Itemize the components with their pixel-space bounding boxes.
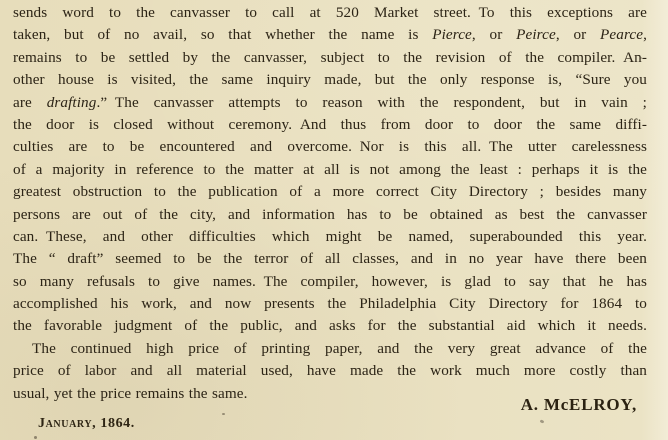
text-line: accomplished his work, and now presents the Philadelphia City Directory for 1864 to — [13, 295, 647, 313]
text-line: the favorable judgment of the public, and asks for the substantial aid which it needs. — [13, 317, 647, 335]
dateline: January, 1864. — [38, 416, 135, 431]
text-line: culties are to be encountered and overcome. Nor is this all. The utter carelessness — [13, 138, 647, 156]
text-line: price of labor and all material used, have made the work much more costly than — [13, 362, 647, 380]
text-line: other house is visited, the same inquiry made, but the only response is, “Sure you — [13, 71, 647, 89]
ink-speck — [34, 436, 37, 439]
ink-speck — [540, 419, 545, 424]
ink-speck — [222, 413, 225, 415]
text-line: taken, but of no avail, so that whether the name is Pierce, or Peirce, or Pearce, — [13, 26, 647, 44]
text-line: usual, yet the price remains the same. — [13, 384, 248, 402]
text-line: are drafting.” The canvasser attempts to reason with the respondent, but in vain ; — [13, 93, 647, 111]
text-line: greatest obstruction to the publication of a more correct City Directory ; besides many — [13, 183, 647, 201]
signature: A. McELROY, — [520, 395, 637, 414]
text-line: The continued high price of printing paper, and the very great advance of the — [32, 339, 647, 357]
text-line: The “ draft” seemed to be the terror of all classes, and in no year have there been — [13, 250, 647, 268]
text-line: of a majority in reference to the matter at all is not among the least : perhaps it is the — [13, 160, 647, 178]
text-line: sends word to the canvasser to call at 520 Market street. To this exceptions are — [13, 4, 647, 21]
text-line: remains to be settled by the canvasser, subject to the revision of the compiler. An- — [13, 48, 647, 66]
body-text — [13, 2, 647, 405]
text-line: so many refusals to give names. The compiler, however, is glad to say that he has — [13, 272, 647, 290]
text-line: persons are out of the city, and information has to be obtained as best the canvasser — [13, 205, 647, 223]
text-line: the door is closed without ceremony. And thus from door to door the same diffi- — [13, 115, 647, 133]
ink-speck — [640, 57, 642, 59]
text-line: can. These, and other difficulties which might be named, superabounded this year. — [13, 227, 647, 245]
